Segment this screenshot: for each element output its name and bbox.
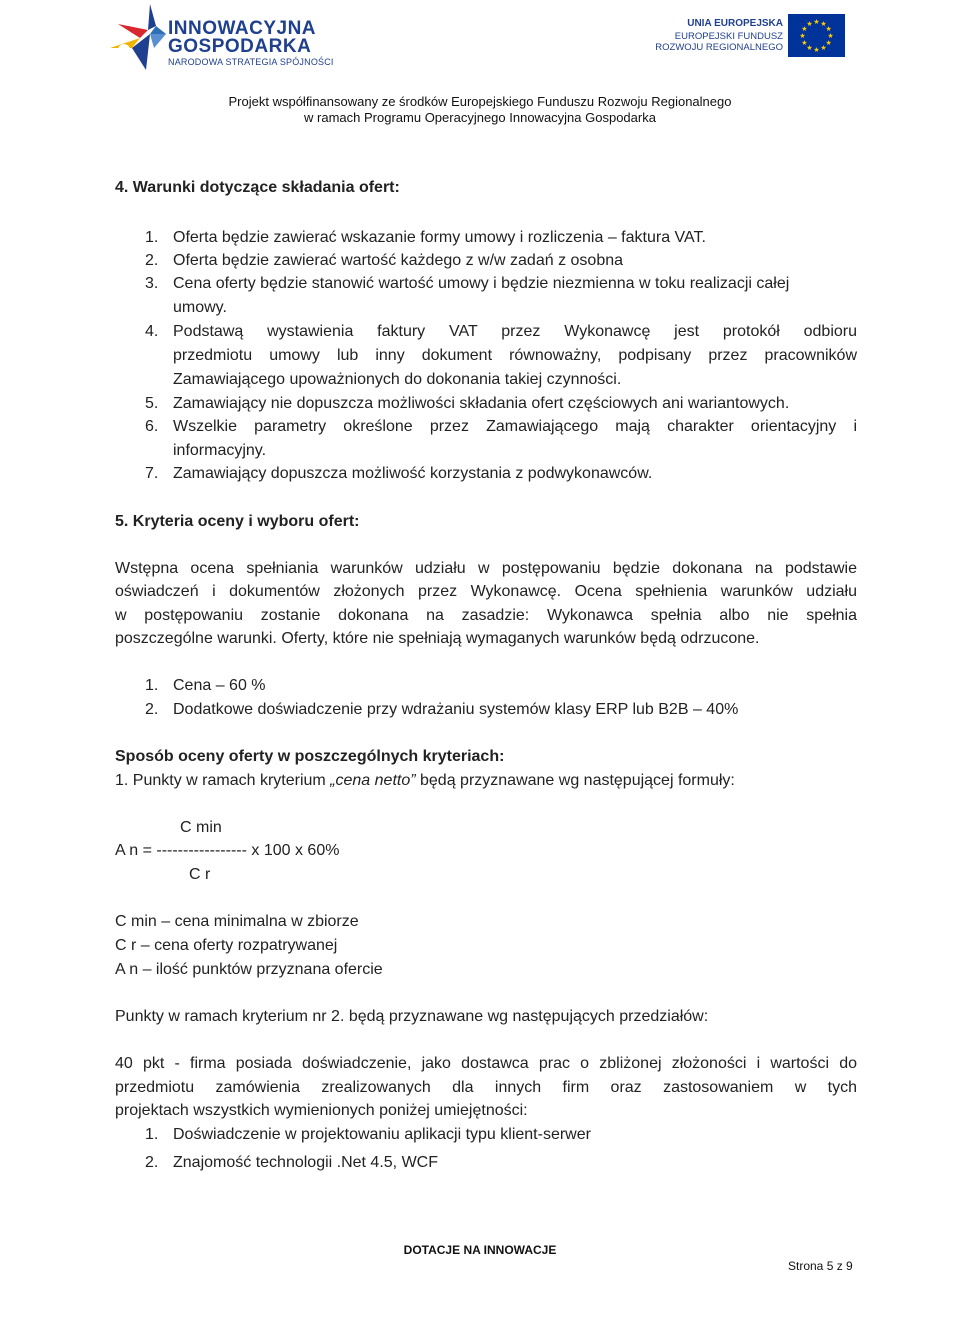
legend-item: A n – ilość punktów przyznana ofercie: [115, 961, 383, 978]
paragraph-line: projektach wszystkich wymienionych poniżej umiejętności:: [115, 1102, 528, 1119]
list-item-continued: umowy.: [173, 299, 227, 316]
formula-line: A n = ----------------- x 100 x 60%: [115, 842, 340, 859]
list-item: Wszelkie parametry określone przez Zamawiającego mają charakter orientacyjny i: [173, 418, 857, 435]
list-item: Cena oferty będzie stanowić wartość umowy i będzie niezmienna w toku realizacji całej: [173, 275, 790, 292]
eu-flag-icon: [788, 14, 845, 57]
eu-logo-line-1: UNIA EUROPEJSKA: [687, 18, 783, 29]
project-line-1: Projekt współfinansowany ze środków Europejskiego Funduszu Rozwoju Regionalnego: [228, 94, 732, 109]
eu-logo-line-3: ROZWOJU REGIONALNEGO: [655, 42, 783, 53]
innowacyjna-gospodarka-logo: [110, 4, 334, 70]
criteria-item: Dodatkowe doświadczenie przy wdrażaniu systemów klasy ERP lub B2B – 40%: [173, 701, 739, 718]
eu-star-icon: ★: [801, 40, 808, 47]
list-item: Oferta będzie zawierać wskazanie formy umowy i rozliczenia – faktura VAT.: [173, 229, 706, 246]
eu-star-icon: ★: [813, 47, 820, 54]
paragraph-line: oświadczeń i dokumentów złożonych przez Wykonawcę. Ocena spełnienia warunków udziału: [115, 583, 857, 600]
footer-title: DOTACJE NA INNOWACJE: [403, 1243, 557, 1257]
section-4-heading: 4. Warunki dotyczące składania ofert:: [115, 179, 400, 196]
eu-star-icon: ★: [820, 45, 827, 53]
criteria-number: 2.: [145, 701, 159, 718]
eu-star-icon: ★: [806, 45, 813, 53]
criteria-item: Cena – 60 %: [173, 677, 266, 694]
paragraph-line: w postępowaniu zostanie dokonana na zasadzie: Wykonawca spełnia albo nie spełnia: [115, 607, 857, 624]
list-item: Podstawą wystawienia faktury VAT przez Wykonawcę jest protokół odbioru: [173, 323, 857, 340]
page-number: Strona 5 z 9: [788, 1259, 853, 1273]
eu-star-icon: ★: [827, 33, 834, 40]
paragraph-line: przedmiotu zamówienia zrealizowanych dla innych firm oraz zastosowaniem w tych: [115, 1079, 857, 1096]
list-number: 7.: [145, 465, 159, 482]
eu-star-icon: ★: [801, 26, 808, 33]
list-item: Zamawiający dopuszcza możliwość korzystania z podwykonawców.: [173, 465, 653, 482]
logo-line-2: GOSPODARKA: [168, 36, 312, 57]
paragraph-line: 40 pkt - firma posiada doświadczenie, jako dostawca prac o zbliżonej złożoności i wartości do: [115, 1055, 857, 1072]
skill-item: Znajomość technologii .Net 4.5, WCF: [173, 1154, 438, 1171]
legend-item: C r – cena oferty rozpatrywanej: [115, 937, 338, 954]
eu-logo: [655, 14, 845, 59]
list-item-continued: Zamawiającego upoważnionych do dokonania takiej czynności.: [173, 371, 622, 388]
eu-star-icon: ★: [825, 26, 832, 33]
list-number: 1.: [145, 229, 159, 246]
list-item-continued: informacyjny.: [173, 442, 267, 459]
list-number: 4.: [145, 323, 159, 340]
formula-numerator: C min: [180, 819, 222, 836]
intro-suffix: będą przyznawane wg następującej formuły:: [415, 772, 735, 789]
method-heading: Sposób oceny oferty w poszczególnych kryteriach:: [115, 748, 505, 765]
section-5-heading: 5. Kryteria oceny i wyboru ofert:: [115, 513, 360, 530]
skill-number: 2.: [145, 1154, 159, 1171]
eu-star-icon: ★: [813, 19, 820, 26]
project-line-2: w ramach Programu Operacyjnego Innowacyjna Gospodarka: [304, 110, 656, 125]
eu-star-icon: ★: [806, 20, 813, 28]
intro-italic-term: „cena netto”: [330, 772, 416, 789]
list-item-continued: przedmiotu umowy lub inny dokument równoważny, podpisany przez pracowników: [173, 347, 857, 364]
paragraph-line: poszczególne warunki. Oferty, które nie spełniają wymaganych warunków będą odrzucone.: [115, 630, 760, 647]
list-item: Oferta będzie zawierać wartość każdego z w/w zadań z osobna: [173, 252, 624, 269]
eu-star-icon: ★: [825, 40, 832, 47]
intro-prefix: 1. Punkty w ramach kryterium: [115, 772, 331, 789]
eu-star-icon: ★: [820, 20, 827, 28]
list-number: 3.: [145, 275, 159, 292]
method-formula-intro: [115, 771, 735, 791]
eu-star-icon: ★: [799, 33, 806, 40]
list-number: 2.: [145, 252, 159, 269]
eu-logo-line-2: EUROPEJSKI FUNDUSZ: [674, 31, 783, 42]
list-number: 6.: [145, 418, 159, 435]
innovation-star-icon: [110, 4, 166, 70]
legend-item: C min – cena minimalna w zbiorze: [115, 913, 359, 930]
skill-item: Doświadczenie w projektowaniu aplikacji typu klient-serwer: [173, 1126, 591, 1143]
paragraph-line: Wstępna ocena spełniania warunków udziału w postępowaniu będzie dokonana na podstawie: [115, 560, 857, 577]
formula-denominator: C r: [189, 866, 211, 883]
list-number: 5.: [145, 395, 159, 412]
criteria-number: 1.: [145, 677, 159, 694]
skill-number: 1.: [145, 1126, 159, 1143]
points-line: Punkty w ramach kryterium nr 2. będą przyznawane wg następujących przedziałów:: [115, 1008, 709, 1025]
list-item: Zamawiający nie dopuszcza możliwości składania ofert częściowych ani wariantowych.: [173, 395, 790, 412]
logo-line-3: NARODOWA STRATEGIA SPÓJNOŚCI: [168, 57, 334, 67]
logo-line-1: INNOWACYJNA: [168, 18, 317, 39]
